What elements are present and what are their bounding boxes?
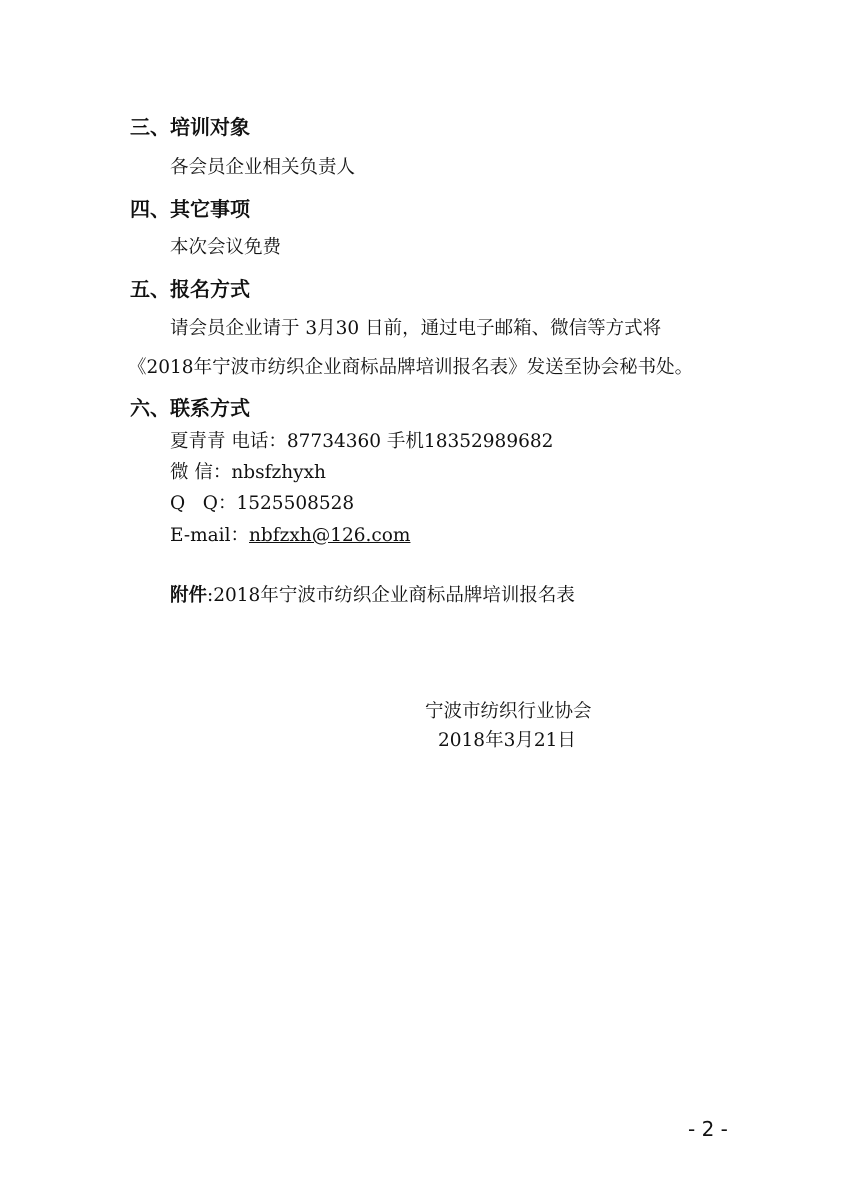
- email-label: E-mail：: [170, 525, 250, 546]
- wechat-value: nbsfzhyxh: [231, 462, 326, 483]
- qq-value: 1525508528: [236, 493, 355, 514]
- contact-qq-line: [170, 492, 354, 516]
- signature-date: 2018年3月21日: [438, 730, 576, 751]
- qq-label: Q Q：: [170, 493, 237, 514]
- registration-text-line-2: 《2018年宁波市纺织企业商标品牌培训报名表》发送至协会秘书处。: [128, 357, 694, 378]
- wechat-label: 微 信：: [170, 462, 232, 483]
- attachment-label: 附件: [170, 585, 208, 606]
- section-heading-contact: 六、联系方式: [130, 396, 250, 420]
- contact-wechat-line: [170, 461, 326, 485]
- contact-phone-line: 夏青青 电话：87734360 手机18352989682: [170, 431, 554, 452]
- signature-org: 宁波市纺织行业协会: [425, 701, 592, 722]
- page-number: - 2 -: [688, 1117, 728, 1141]
- attachment-text: :2018年宁波市纺织企业商标品牌培训报名表: [207, 585, 575, 606]
- contact-email-line: [170, 524, 410, 548]
- training-target-text: 各会员企业相关负责人: [170, 157, 356, 178]
- section-heading-other-matters: 四、其它事项: [130, 197, 250, 221]
- other-matters-text: 本次会议免费: [170, 237, 282, 258]
- email-link[interactable]: nbfzxh@126.com: [249, 525, 411, 546]
- attachment-line: [170, 584, 575, 608]
- section-heading-registration: 五、报名方式: [130, 277, 250, 301]
- section-heading-training-target: 三、培训对象: [130, 115, 250, 139]
- registration-text-line-1: 请会员企业请于 3月30 日前，通过电子邮箱、微信等方式将: [170, 318, 662, 339]
